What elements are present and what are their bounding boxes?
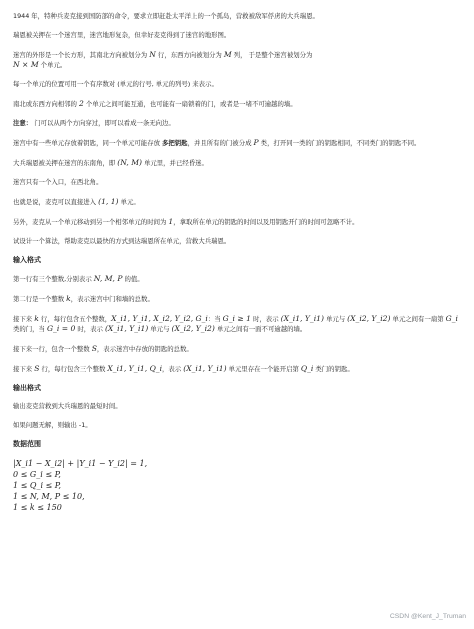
text: 迷宫中有一些单元存放着钥匙，同一个单元可能存放 — [13, 139, 163, 147]
text: 南北或东西方向相邻的 — [13, 100, 79, 108]
math-three-ints: X_i1, Y_i1, Q_i — [107, 364, 163, 373]
range-line: |X_i1 − X_i2| + |Y_i1 − Y_i2| = 1, — [13, 459, 148, 468]
bold-text: 多把钥匙 — [162, 139, 188, 147]
math-nmp: N, M, P — [93, 274, 123, 283]
paragraph-ryan-location — [13, 158, 465, 168]
output-format-heading: 输出格式 — [13, 384, 41, 392]
math-qi: Q_i — [300, 364, 314, 373]
data-range-list — [13, 458, 465, 513]
math-one: 1 — [168, 217, 174, 226]
math-m: M — [223, 50, 232, 59]
paragraph-note — [13, 119, 465, 128]
input-line-5 — [13, 364, 465, 374]
math-p: P — [253, 138, 259, 147]
input-line-3 — [13, 314, 465, 334]
math-pair: (X_i1, Y_i1) — [280, 314, 324, 323]
paragraph-task — [13, 237, 465, 246]
math-pair: (X_i2, Y_i2) — [347, 314, 391, 323]
text: 接下来 — [13, 315, 35, 323]
text: 时，表示 — [250, 315, 281, 323]
math-s: S — [91, 344, 97, 353]
range-line: 0 ≤ G_i ≤ P, — [13, 470, 61, 479]
watermark: CSDN @Kent_J_Truman — [389, 613, 466, 620]
output-line-2: 如果问题无解，则输出 -1。 — [13, 421, 92, 429]
text: 列， 于是整个迷宫被划分为 — [231, 51, 313, 59]
text: 迷宫的外形是一个长方形，其南北方向被划分为 — [13, 51, 150, 59]
text: 行，每行包含三个整数 — [39, 365, 108, 373]
text: 个单元。 — [38, 61, 67, 69]
text: 另外，麦克从一个单元移动到另一个相邻单元的时间为 — [13, 218, 169, 226]
math-gi-eq-0: G_i = 0 — [46, 324, 76, 333]
paragraph-intro — [13, 12, 465, 21]
text: 行，每行包含五个整数， — [38, 315, 112, 323]
paragraph-maze-map — [13, 31, 465, 40]
text: 第一行有三个整数,分别表示 — [13, 275, 94, 283]
math-one-one: (1, 1) — [98, 197, 119, 206]
text: 单元之间有一面不可逾越的墙。 — [214, 325, 307, 333]
paragraph-maze-shape — [13, 50, 465, 70]
text: 单元。 — [118, 198, 140, 206]
math-pair: (X_i2, Y_i2) — [171, 324, 215, 333]
output-line-1: 输出麦克营救到大兵瑞恩的最短时间。 — [13, 402, 122, 410]
math-k: k — [34, 314, 39, 323]
text: ，表示迷宫中存放的钥匙的总数。 — [96, 345, 193, 353]
math-gi-ge-1: G_i ≥ 1 — [222, 314, 251, 323]
note-label: 注意： — [13, 119, 33, 127]
text: ，并且所有的门被分成 — [187, 139, 254, 147]
input-line-1 — [13, 274, 465, 284]
math-nxm: N × M — [13, 60, 39, 69]
math-n: N — [149, 50, 156, 59]
text: 门可以从两个方向穿过，即可以看成一条无向边。 — [34, 119, 175, 127]
math-pair: (X_i1, Y_i1) — [104, 324, 149, 333]
text: 单元里存在一个能开启第 — [226, 365, 301, 373]
text: 接下来 — [13, 365, 35, 373]
math-pair: (X_i1, Y_i1) — [183, 364, 227, 373]
math-five-ints: X_i1, Y_i1, X_i2, Y_i2, G_i — [111, 314, 208, 323]
paragraph-keys — [13, 138, 465, 148]
text: 类门的钥匙。 — [313, 365, 354, 373]
text: ，拿取所在单元的钥匙的时间以及用钥匙开门的时间可忽略不计。 — [173, 218, 359, 226]
text: 类，打开同一类的门的钥匙相同，不同类门的钥匙不同。 — [258, 139, 421, 147]
text: 行，东西方向被划分为 — [155, 51, 224, 59]
text: 也就是说，麦克可以直接进入 — [13, 198, 99, 206]
text: 时，表示 — [75, 325, 105, 333]
text: 单元之间有一扇第 — [390, 315, 446, 323]
text: 个单元之间可能互通，也可能有一扇锁着的门，或者是一堵不可逾越的墙。 — [83, 100, 297, 108]
range-line: 1 ≤ N, M, P ≤ 10, — [13, 492, 85, 501]
math-k: k — [66, 294, 71, 303]
math-s: S — [34, 364, 40, 373]
text: 单元与 — [323, 315, 348, 323]
text: 瑞恩被关押在一个迷宫里，迷宫地形复杂，但幸好麦克得到了迷宫的地形图。 — [13, 31, 231, 39]
text: 迷宫只有一个入口，在西北角。 — [13, 178, 103, 186]
math-nm: (N, M) — [117, 158, 142, 167]
text: 类的门，当 — [13, 325, 47, 333]
input-format-heading: 输入格式 — [13, 256, 41, 264]
data-range-heading: 数据范围 — [13, 440, 41, 448]
input-line-4 — [13, 344, 465, 354]
text: 单元与 — [148, 325, 172, 333]
text: ：当 — [207, 315, 223, 323]
math-two: 2 — [78, 99, 84, 108]
text: 的值。 — [122, 275, 144, 283]
text: 1944 年，特种兵麦克接到国防部的命令，要求立即赶赴太平洋上的一个孤岛，营救被敌军俘虏的大兵瑞恩。 — [13, 12, 319, 20]
range-line: 1 ≤ Q_i ≤ P, — [13, 481, 62, 490]
text: ，表示 — [162, 365, 184, 373]
text: 每一个单元的位置可用一个有序数对 (单元的行号, 单元的列号) 来表示。 — [13, 80, 218, 88]
paragraph-adjacent — [13, 99, 465, 109]
input-line-2 — [13, 294, 465, 304]
problem-statement — [13, 12, 465, 513]
paragraph-move-time — [13, 217, 465, 227]
text: 第二行是一个整数 — [13, 295, 67, 303]
text: ，表示迷宫中门和墙的总数。 — [70, 295, 154, 303]
text: 试设计一个算法，帮助麦克以最快的方式到达瑞恩所在单元，营救大兵瑞恩。 — [13, 237, 231, 245]
math-gi: G_i — [445, 314, 458, 323]
paragraph-cell-position — [13, 80, 465, 89]
text: 接下来一行，包含一个整数 — [13, 345, 92, 353]
paragraph-start-cell — [13, 197, 465, 207]
text: 单元里，并已经昏迷。 — [141, 159, 208, 167]
range-line: 1 ≤ k ≤ 150 — [13, 503, 62, 512]
text: 大兵瑞恩被关押在迷宫的东南角，即 — [13, 159, 118, 167]
paragraph-entrance — [13, 178, 465, 187]
